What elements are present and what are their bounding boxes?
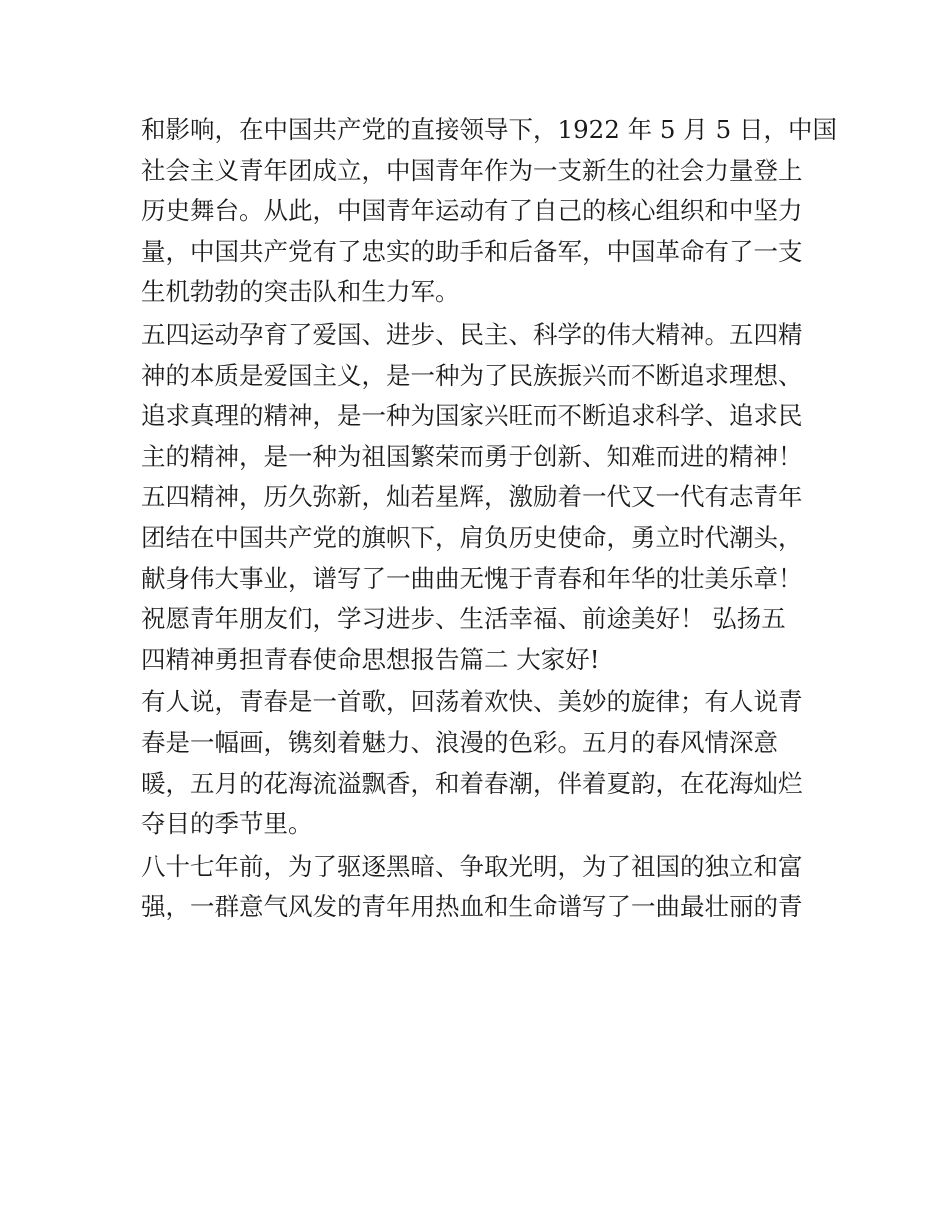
text-line: 和影响，在中国共产党的直接领导下，1922 年 5 月 5 日，中国 [141,115,837,144]
text-line: 五四精神，历久弥新，灿若星辉，激励着一代又一代有志青年 [141,482,803,512]
text-line: 献身伟大事业，谱写了一曲曲无愧于青春和年华的壮美乐章！ [141,563,803,593]
text-line: 量，中国共产党有了忠实的助手和后备军，中国革命有了一支 [141,236,803,266]
text-line: 春是一幅画，镌刻着魅力、浪漫的色彩。五月的春风情深意 [141,727,778,757]
paragraph-3 [141,682,813,844]
text-line: 五四运动孕育了爱国、进步、民主、科学的伟大精神。五四精 [141,319,803,349]
text-line: 神的本质是爱国主义，是一种为了民族振兴而不断追求理想、 [141,360,803,390]
text-line: 强，一群意气风发的青年用热血和生命谱写了一曲最壮丽的青 [141,892,803,922]
text-line: 夺目的季节里。 [141,809,313,839]
text-line: 追求真理的精神，是一种为国家兴旺而不断追求科学、追求民 [141,401,803,431]
text-line: 八十七年前，为了驱逐黑暗、争取光明，为了祖国的独立和富 [141,851,803,881]
text-line: 社会主义青年团成立，中国青年作为一支新生的社会力量登上 [141,155,803,185]
text-line: 生机勃勃的突击队和生力军。 [141,277,460,307]
text-line: 四精神勇担青春使命思想报告篇二 大家好! [141,644,600,674]
paragraph-2 [141,315,813,680]
text-line: 主的精神，是一种为祖国繁荣而勇于创新、知难而进的精神！ [141,441,803,471]
text-line: 团结在中国共产党的旗帜下，肩负历史使命，勇立时代潮头， [141,522,803,552]
paragraph-4 [141,847,813,928]
paragraph-1 [141,110,837,313]
document-body [141,110,837,928]
text-line: 暖，五月的花海流溢飘香，和着春潮，伴着夏韵，在花海灿烂 [141,768,803,798]
text-line: 历史舞台。从此，中国青年运动有了自己的核心组织和中坚力 [141,196,803,226]
text-line: 祝愿青年朋友们，学习进步、生活幸福、前途美好！ 弘扬五 [141,604,786,634]
text-line: 有人说，青春是一首歌，回荡着欢快、美妙的旋律；有人说青 [141,687,803,717]
